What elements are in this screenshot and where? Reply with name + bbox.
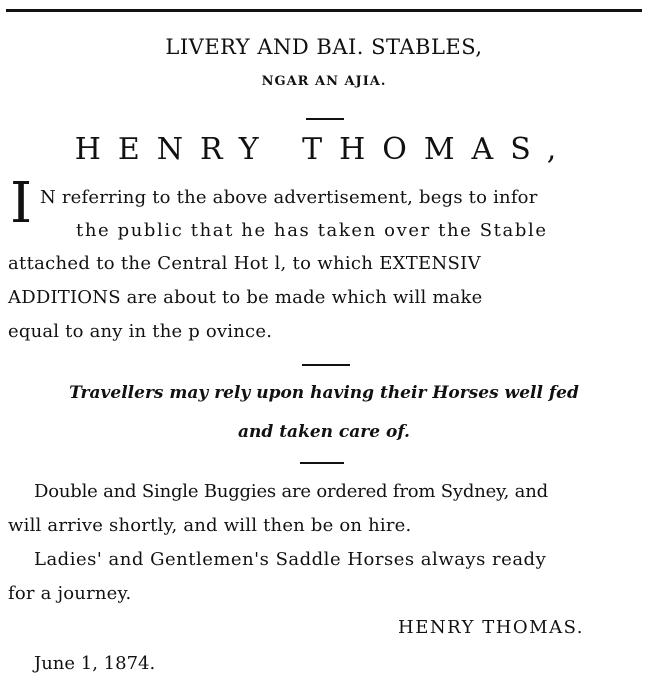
signature: HENRY THOMAS. — [398, 617, 584, 638]
buggies-line: Double and Single Buggies are ordered from Sydney, and — [34, 481, 548, 502]
paragraph-line: attached to the Central Hot l, to which EXTENSIV — [8, 253, 481, 274]
paragraph-line: equal to any in the p ovince. — [8, 321, 273, 342]
notice-line: and taken care of. — [238, 422, 410, 442]
divider-rule — [306, 118, 344, 120]
saddle-line: Ladies' and Gentlemen's Saddle Horses always ready — [34, 549, 547, 570]
paragraph-line: ADDITIONS are about to be made which will make — [8, 287, 483, 308]
drop-cap: I — [10, 171, 33, 236]
saddle-line: for a journey. — [8, 583, 132, 604]
notice-line: Travellers may rely upon having their Horses well fed — [69, 383, 579, 403]
advertiser-heading: HENRY THOMAS, — [74, 132, 574, 167]
top-rule — [6, 9, 642, 12]
divider-rule — [300, 462, 344, 464]
buggies-line: will arrive shortly, and will then be on hire. — [8, 515, 412, 536]
paragraph-line: the public that he has taken over the Stable — [76, 220, 548, 241]
date: June 1, 1874. — [34, 653, 156, 674]
paragraph-line: N referring to the above advertisement, begs to infor — [40, 187, 538, 208]
divider-rule — [302, 364, 350, 366]
masthead-subtitle: NGAR AN AJIA. — [261, 74, 387, 89]
masthead-title: LIVERY AND BAI. STABLES, — [165, 35, 483, 59]
